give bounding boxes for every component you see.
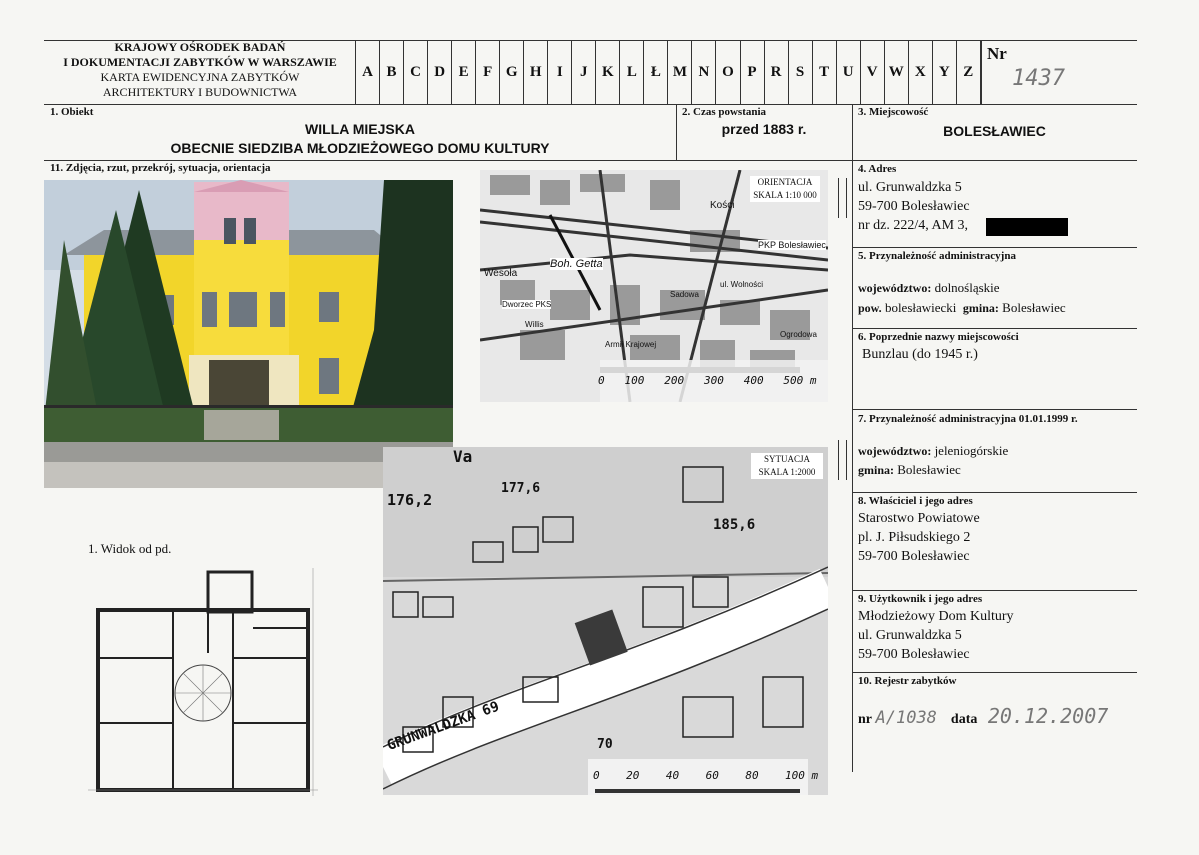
letter-index-row: [356, 40, 981, 104]
letter-cell: R: [765, 40, 789, 104]
institution-line2: I DOKUMENTACJI ZABYTKÓW W WARSZAWIE: [63, 55, 337, 69]
letter-cell: A: [356, 40, 380, 104]
orient-label-wolnosci: ul. Wolności: [720, 280, 763, 289]
sit-label-va: Va: [453, 447, 473, 466]
uzytkownik-line3: 59-700 Bolesławiec: [858, 647, 970, 662]
orient-label-kosci: Kości: [710, 200, 735, 211]
orient-label-getta: Boh. Getta: [550, 258, 603, 270]
sit-north-arrow: [838, 440, 839, 480]
woj-row: [858, 280, 1000, 296]
sec7-bottom: [852, 492, 1137, 493]
orient-label-willis: Willis: [525, 320, 544, 329]
orient-north-arrow: [838, 178, 839, 218]
sec9-bottom: [852, 672, 1137, 673]
rejestr-nr-value: A/1038: [875, 708, 937, 728]
orientation-map-drawing: [480, 170, 828, 402]
letter-cell: H: [524, 40, 548, 104]
wlasciciel-line1: Starostwo Powiatowe: [858, 511, 980, 526]
letter-cell: F: [476, 40, 500, 104]
woj-value: dolnośląskie: [934, 280, 1000, 295]
pow-value: bolesławiecki: [884, 300, 957, 315]
orientacja-label: [750, 176, 820, 202]
orientacja-line1: ORIENTACJA: [757, 177, 813, 187]
pow-row: [858, 300, 1066, 316]
floor-plan: [88, 568, 318, 796]
letter-cell: O: [716, 40, 740, 104]
letter-cell: D: [428, 40, 452, 104]
sytuacja-label: [751, 453, 823, 479]
obiekt-label: 1. Obiekt: [50, 106, 94, 118]
orient-label-ak: Armii Krajowej: [605, 340, 657, 349]
sec4-bottom: [852, 247, 1137, 248]
woj1999-label: województwo:: [858, 444, 932, 458]
gmina-value: Bolesławiec: [1002, 300, 1066, 315]
photo-caption: 1. Widok od pd.: [88, 541, 172, 556]
letter-cell: Y: [933, 40, 957, 104]
orient-label-pks: Dworzec PKS: [502, 300, 552, 309]
letter-cell: B: [380, 40, 404, 104]
letter-cell: C: [404, 40, 428, 104]
sec8-bottom: [852, 590, 1137, 591]
orientacja-line2: SKALA 1:10 000: [753, 190, 817, 200]
woj1999-value: jeleniogórskie: [934, 443, 1009, 458]
orient-label-ogrodowa: Ogrodowa: [780, 330, 817, 339]
wlasciciel-line3: 59-700 Bolesławiec: [858, 549, 970, 564]
uzytkownik-line1: Młodzieżowy Dom Kultury: [858, 609, 1014, 624]
wlasciciel-line2: pl. J. Piłsudskiego 2: [858, 530, 971, 545]
header-bottom-line: [44, 104, 1137, 105]
sec6-bottom: [852, 409, 1137, 410]
przyn1999-label: 7. Przynależność administracyjna 01.01.1999 r.: [858, 413, 1078, 425]
letter-cell: Ł: [644, 40, 668, 104]
orient-north-arrow2: [846, 178, 847, 218]
gmina-label: gmina:: [962, 301, 999, 315]
row1-bottom-line: [44, 160, 1137, 161]
woj1999-row: [858, 443, 1008, 459]
sit-label-1776: 177,6: [501, 481, 541, 496]
letter-cell: I: [548, 40, 572, 104]
building-photo: [44, 180, 453, 488]
sec5-bottom: [852, 328, 1137, 329]
sit-label-grunwaldzka: GRUNWALDZKA 69: [385, 698, 502, 755]
letter-cell: T: [813, 40, 837, 104]
letter-cell: E: [452, 40, 476, 104]
adres-line1: ul. Grunwaldzka 5: [858, 180, 962, 195]
nr-value: 1437: [1012, 66, 1065, 91]
sit-north-arrow2: [846, 440, 847, 480]
orientacja-scale: 0 100 200 300 400 500 m: [598, 374, 817, 387]
letter-cell: K: [596, 40, 620, 104]
rejestr-data-value: 20.12.2007: [987, 704, 1109, 728]
orientation-map: [480, 170, 828, 402]
sit-label-1762: 176,2: [387, 491, 433, 509]
rejestr-label: 10. Rejestr zabytków: [858, 675, 957, 687]
rejestr-data-label: data: [950, 712, 978, 727]
sytuacja-scale: 0 20 40 60 80 100 m: [593, 769, 819, 782]
miejscowosc-label: 3. Miejscowość: [858, 106, 929, 118]
pow-label: pow.: [858, 301, 882, 315]
adres-line3: nr dz. 222/4, AM 3,: [858, 218, 969, 233]
wlasciciel-label: 8. Właściciel i jego adres: [858, 495, 973, 507]
institution-line1: KRAJOWY OŚRODEK BADAŃ: [114, 40, 286, 54]
card-title-line1: KARTA EWIDENCYJNA ZABYTKÓW: [100, 70, 300, 84]
poprz-value: Bunzlau (do 1945 r.): [862, 347, 978, 362]
situation-map: [383, 447, 828, 795]
gmina1999-label: gmina:: [858, 463, 894, 477]
obiekt-line2: OBECNIE SIEDZIBA MŁODZIEŻOWEGO DOMU KULTURY: [170, 140, 550, 156]
card-title-line2: ARCHITEKTURY I BUDOWNICTWA: [102, 85, 298, 99]
building-photo-drawing: [44, 180, 453, 488]
letter-cell: X: [909, 40, 933, 104]
letter-cell: W: [885, 40, 909, 104]
letter-cell: P: [741, 40, 765, 104]
gmina1999-value: Bolesławiec: [897, 462, 961, 477]
orient-label-sadowa: Sadowa: [670, 290, 699, 299]
sytuacja-line1: SYTUACJA: [763, 454, 810, 464]
letter-cell: Z: [957, 40, 981, 104]
uzytkownik-line2: ul. Grunwaldzka 5: [858, 628, 962, 643]
letter-cell: V: [861, 40, 885, 104]
rejestr-nr-label: nr: [858, 712, 872, 727]
miejscowosc-value: BOLESŁAWIEC: [943, 123, 1046, 139]
orient-label-wesola: Wesoła: [484, 268, 518, 279]
sit-label-70: 70: [597, 737, 613, 752]
gmina1999-row: [858, 462, 961, 478]
obiekt-line1: WILLA MIEJSKA: [305, 121, 415, 137]
letter-cell: L: [620, 40, 644, 104]
poprz-label: 6. Poprzednie nazwy miejscowości: [858, 331, 1019, 343]
nr-divider: [981, 40, 982, 104]
adres-line2: 59-700 Bolesławiec: [858, 199, 970, 214]
redacted-block: [986, 218, 1068, 236]
uzytkownik-label: 9. Użytkownik i jego adres: [858, 593, 983, 605]
nr-label: Nr: [987, 44, 1007, 63]
czas-value: przed 1883 r.: [721, 121, 807, 137]
letter-cell: S: [789, 40, 813, 104]
sytuacja-line2: SKALA 1:2000: [758, 467, 816, 477]
rejestr-row: [858, 704, 1108, 728]
letter-cell: J: [572, 40, 596, 104]
letter-cell: M: [668, 40, 692, 104]
woj-label: województwo:: [858, 281, 932, 295]
zdjecia-label: 11. Zdjęcia, rzut, przekrój, sytuacja, orientacja: [50, 162, 271, 174]
orient-label-pkp: PKP Bolesławiec: [758, 240, 826, 250]
letter-cell: N: [692, 40, 716, 104]
letter-cell: U: [837, 40, 861, 104]
adres-label: 4. Adres: [858, 163, 897, 175]
sit-label-1856: 185,6: [713, 517, 756, 533]
czas-label: 2. Czas powstania: [682, 106, 767, 118]
floor-plan-drawing: [88, 568, 318, 796]
przyn-label: 5. Przynależność administracyjna: [858, 250, 1016, 262]
institution-block: [50, 40, 350, 100]
letter-cell: G: [500, 40, 524, 104]
